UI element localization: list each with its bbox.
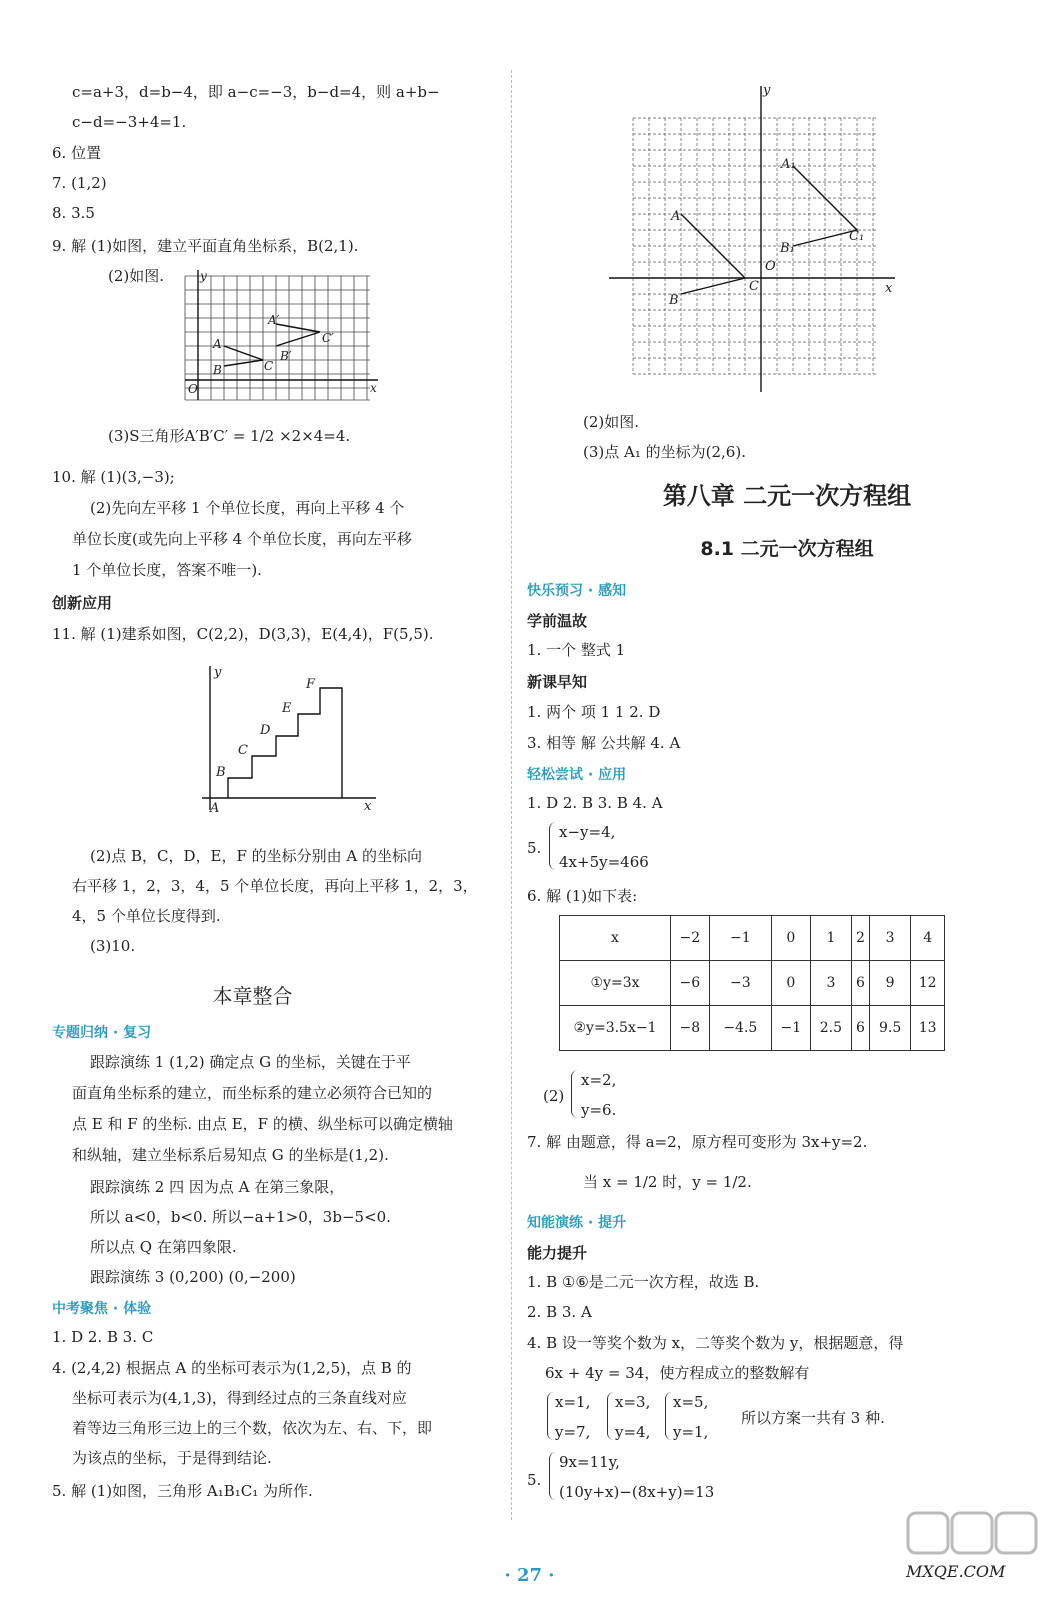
text-line: (2)点 B，C，D，E，F 的坐标分别由 A 的坐标向 [90,847,423,865]
figR-label: A [671,209,681,224]
text-line: 和纵轴，建立坐标系后易知点 G 的坐标是(1,2). [72,1146,389,1164]
table-cell: −8 [671,1006,710,1051]
equation: x=3, [615,1393,651,1411]
section-label: 中考聚焦 · 体验 [52,1301,152,1317]
chapter-summary-title: 本章整合 [212,984,293,1008]
text-line: 所以点 Q 在第四象限. [90,1238,237,1256]
equation: x=5, [673,1393,709,1411]
table-cell: 3 [869,916,911,961]
text-line: 7. 解 由题意，得 a=2，原方程可变形为 3x+y=2. [527,1133,868,1151]
text-line: (2)先向左平移 1 个单位长度，再向上平移 4 个 [90,499,405,517]
table-cell: −6 [671,961,710,1006]
text-line: 4. B 设一等奖个数为 x，二等奖个数为 y，根据题意，得 [527,1334,904,1352]
table-cell: 6 [852,1006,870,1051]
text-line: 着等边三角形三边上的三个数，依次为左、右、下，即 [72,1419,433,1437]
table-cell: 13 [911,1006,945,1051]
page-number: · 27 · [504,1565,555,1586]
table-cell: 0 [772,961,811,1006]
section-label: 快乐预习 · 感知 [527,583,627,599]
subheading: 创新应用 [52,594,113,612]
brace [665,1392,672,1440]
equation: y=6. [581,1101,617,1119]
equation: 4x+5y=466 [559,853,649,871]
fig9-label: B′ [280,349,292,363]
fig11-label: C [238,743,248,758]
text-line: 4. (2,4,2) 根据点 A 的坐标可表示为(1,2,5)，点 B 的 [52,1359,412,1377]
subheading: 学前温故 [527,612,588,630]
text-line: 5. [527,839,542,857]
table-cell: ①y=3x [560,961,671,1006]
figR-label: O [765,259,776,274]
fig11-label: B [216,765,226,780]
table-row [560,961,945,1006]
subheading: 新课早知 [527,673,588,691]
table-cell: 4 [911,916,945,961]
column-divider [511,70,512,1520]
text-line: 1. D 2. B 3. B 4. A [527,794,663,812]
text-line: c=a+3，d=b−4，即 a−c=−3，b−d=4，则 a+b− [72,83,440,101]
text-line: 5. 解 (1)如图，三角形 A₁B₁C₁ 为所作. [52,1482,313,1500]
text-line: (2)如图. [583,413,640,431]
answer-9: 9. 解 (1)如图，建立平面直角坐标系，B(2,1). [52,237,359,255]
table-cell: 2 [852,916,870,961]
equation: (10y+x)−(8x+y)=13 [559,1483,715,1501]
text-line: 1 个单位长度，答案不唯一). [72,561,262,579]
fig9-label: y [200,269,207,283]
brace [607,1392,614,1440]
text-line: 跟踪演练 1 (1,2) 确定点 G 的坐标，关键在于平 [90,1053,411,1071]
fig11-label: A [210,801,220,816]
text-line: 1. 两个 项 1 1 2. D [527,703,661,721]
subheading: 能力提升 [527,1244,588,1262]
equation: x−y=4, [559,823,616,841]
table-cell: x [560,916,671,961]
brace [571,1070,578,1118]
section-title: 8.1 二元一次方程组 [700,538,874,560]
text-line: (2)如图. [108,267,165,285]
table-cell: −1 [772,1006,811,1051]
table-cell: −3 [709,961,771,1006]
section-label: 轻松尝试 · 应用 [527,767,627,783]
fig11-label: D [260,723,271,738]
equation: 9x=11y, [559,1453,620,1471]
fig9-label: O [188,382,198,396]
text-line: 1. B ①⑥是二元一次方程，故选 B. [527,1273,760,1291]
equation: x=1, [555,1393,591,1411]
values-table [559,915,945,1051]
fig9-label: B [213,363,222,377]
table-cell: 2.5 [810,1006,852,1051]
text-line: 为该点的坐标，于是得到结论. [72,1449,272,1467]
text-line: (3)点 A₁ 的坐标为(2,6). [583,443,746,461]
watermark-logo [900,1505,1040,1585]
text-line: 4，5 个单位长度得到. [72,907,221,925]
figure-9-grid [180,268,385,408]
text-line: (3)S三角形A′B′C′ = 1/2 ×2×4=4. [108,427,351,445]
fig9-label: A [213,337,222,351]
brace [549,822,556,870]
fig9-label: x [370,381,377,395]
text-line: 6. 解 (1)如下表: [527,887,638,905]
equation: y=1, [673,1423,709,1441]
table-row [560,916,945,961]
table-cell: −2 [671,916,710,961]
text-line: c−d=−3+4=1. [72,113,187,131]
equation: y=7, [555,1423,591,1441]
text-line: 5. [527,1471,542,1489]
figR-label: B₁ [780,241,795,256]
text-line: 1. 一个 整式 1 [527,641,626,659]
table-cell: −1 [709,916,771,961]
text-line: 6x + 4y = 34，使方程成立的整数解有 [545,1364,810,1382]
fig11-label: F [306,677,316,692]
fig9-label: C [264,359,274,373]
answer-6: 6. 位置 [52,144,102,162]
brace [547,1392,554,1440]
figR-label: C₁ [849,229,865,244]
table-cell: 1 [810,916,852,961]
table-row [560,1006,945,1051]
figR-label: A₁ [781,157,796,172]
text-line: 跟踪演练 2 四 因为点 A 在第三象限， [90,1178,345,1196]
fig9-label: C′ [322,331,334,345]
table-cell: −4.5 [709,1006,771,1051]
table-cell: 9.5 [869,1006,911,1051]
table-cell: 12 [911,961,945,1006]
text-line: 点 E 和 F 的坐标. 由点 E，F 的横、纵坐标可以确定横轴 [72,1115,453,1133]
figR-label: y [763,83,771,98]
text-line: 所以 a<0，b<0. 所以−a+1>0，3b−5<0. [90,1208,391,1226]
text-line: 右平移 1，2，3，4，5 个单位长度，再向上平移 1，2，3， [72,877,478,895]
equation: x=2, [581,1071,617,1089]
table-cell: 9 [869,961,911,1006]
text-line: 所以方案一共有 3 种. [741,1409,885,1427]
equation: y=4, [615,1423,651,1441]
answer-11: 11. 解 (1)建系如图，C(2,2)，D(3,3)，E(4,4)，F(5,5). [52,625,434,643]
figR-label: C [749,279,759,294]
text-line: 1. D 2. B 3. C [52,1328,154,1346]
text-line: 跟踪演练 3 (0,200) (0,−200) [90,1268,296,1286]
text-line: (2) [543,1087,565,1105]
figure-11-staircase [196,660,381,820]
fig11-label: x [364,799,372,814]
text-line: 3. 相等 解 公共解 4. A [527,734,681,752]
text-line: (3)10. [90,937,136,955]
figR-label: x [885,281,893,296]
fig9-label: A′ [268,313,280,327]
figR-label: B [669,293,679,308]
text-line: 当 x = 1/2 时，y = 1/2. [583,1173,752,1191]
text-line: 坐标可表示为(4,1,3)，得到经过点的三条直线对应 [72,1389,407,1407]
section-label: 专题归纳 · 复习 [52,1025,152,1041]
table-cell: 3 [810,961,852,1006]
text-line: 面直角坐标系的建立，而坐标系的建立必须符合已知的 [72,1084,433,1102]
answer-7: 7. (1,2) [52,174,107,192]
watermark-text: MXQE.COM [906,1562,1006,1581]
answer-8: 8. 3.5 [52,204,95,222]
chapter-title: 第八章 二元一次方程组 [662,482,912,510]
table-cell: 0 [772,916,811,961]
text-line: 单位长度(或先向上平移 4 个单位长度，再向左平移 [72,530,412,548]
fig11-label: y [214,665,222,680]
text-line: 2. B 3. A [527,1303,592,1321]
table-cell: ②y=3.5x−1 [560,1006,671,1051]
fig11-label: E [282,701,292,716]
figure-coordinate-grid [605,80,905,400]
table-cell: 6 [852,961,870,1006]
section-label: 知能演练 · 提升 [527,1215,627,1231]
answer-10: 10. 解 (1)(3,−3); [52,468,175,486]
brace [549,1452,556,1500]
